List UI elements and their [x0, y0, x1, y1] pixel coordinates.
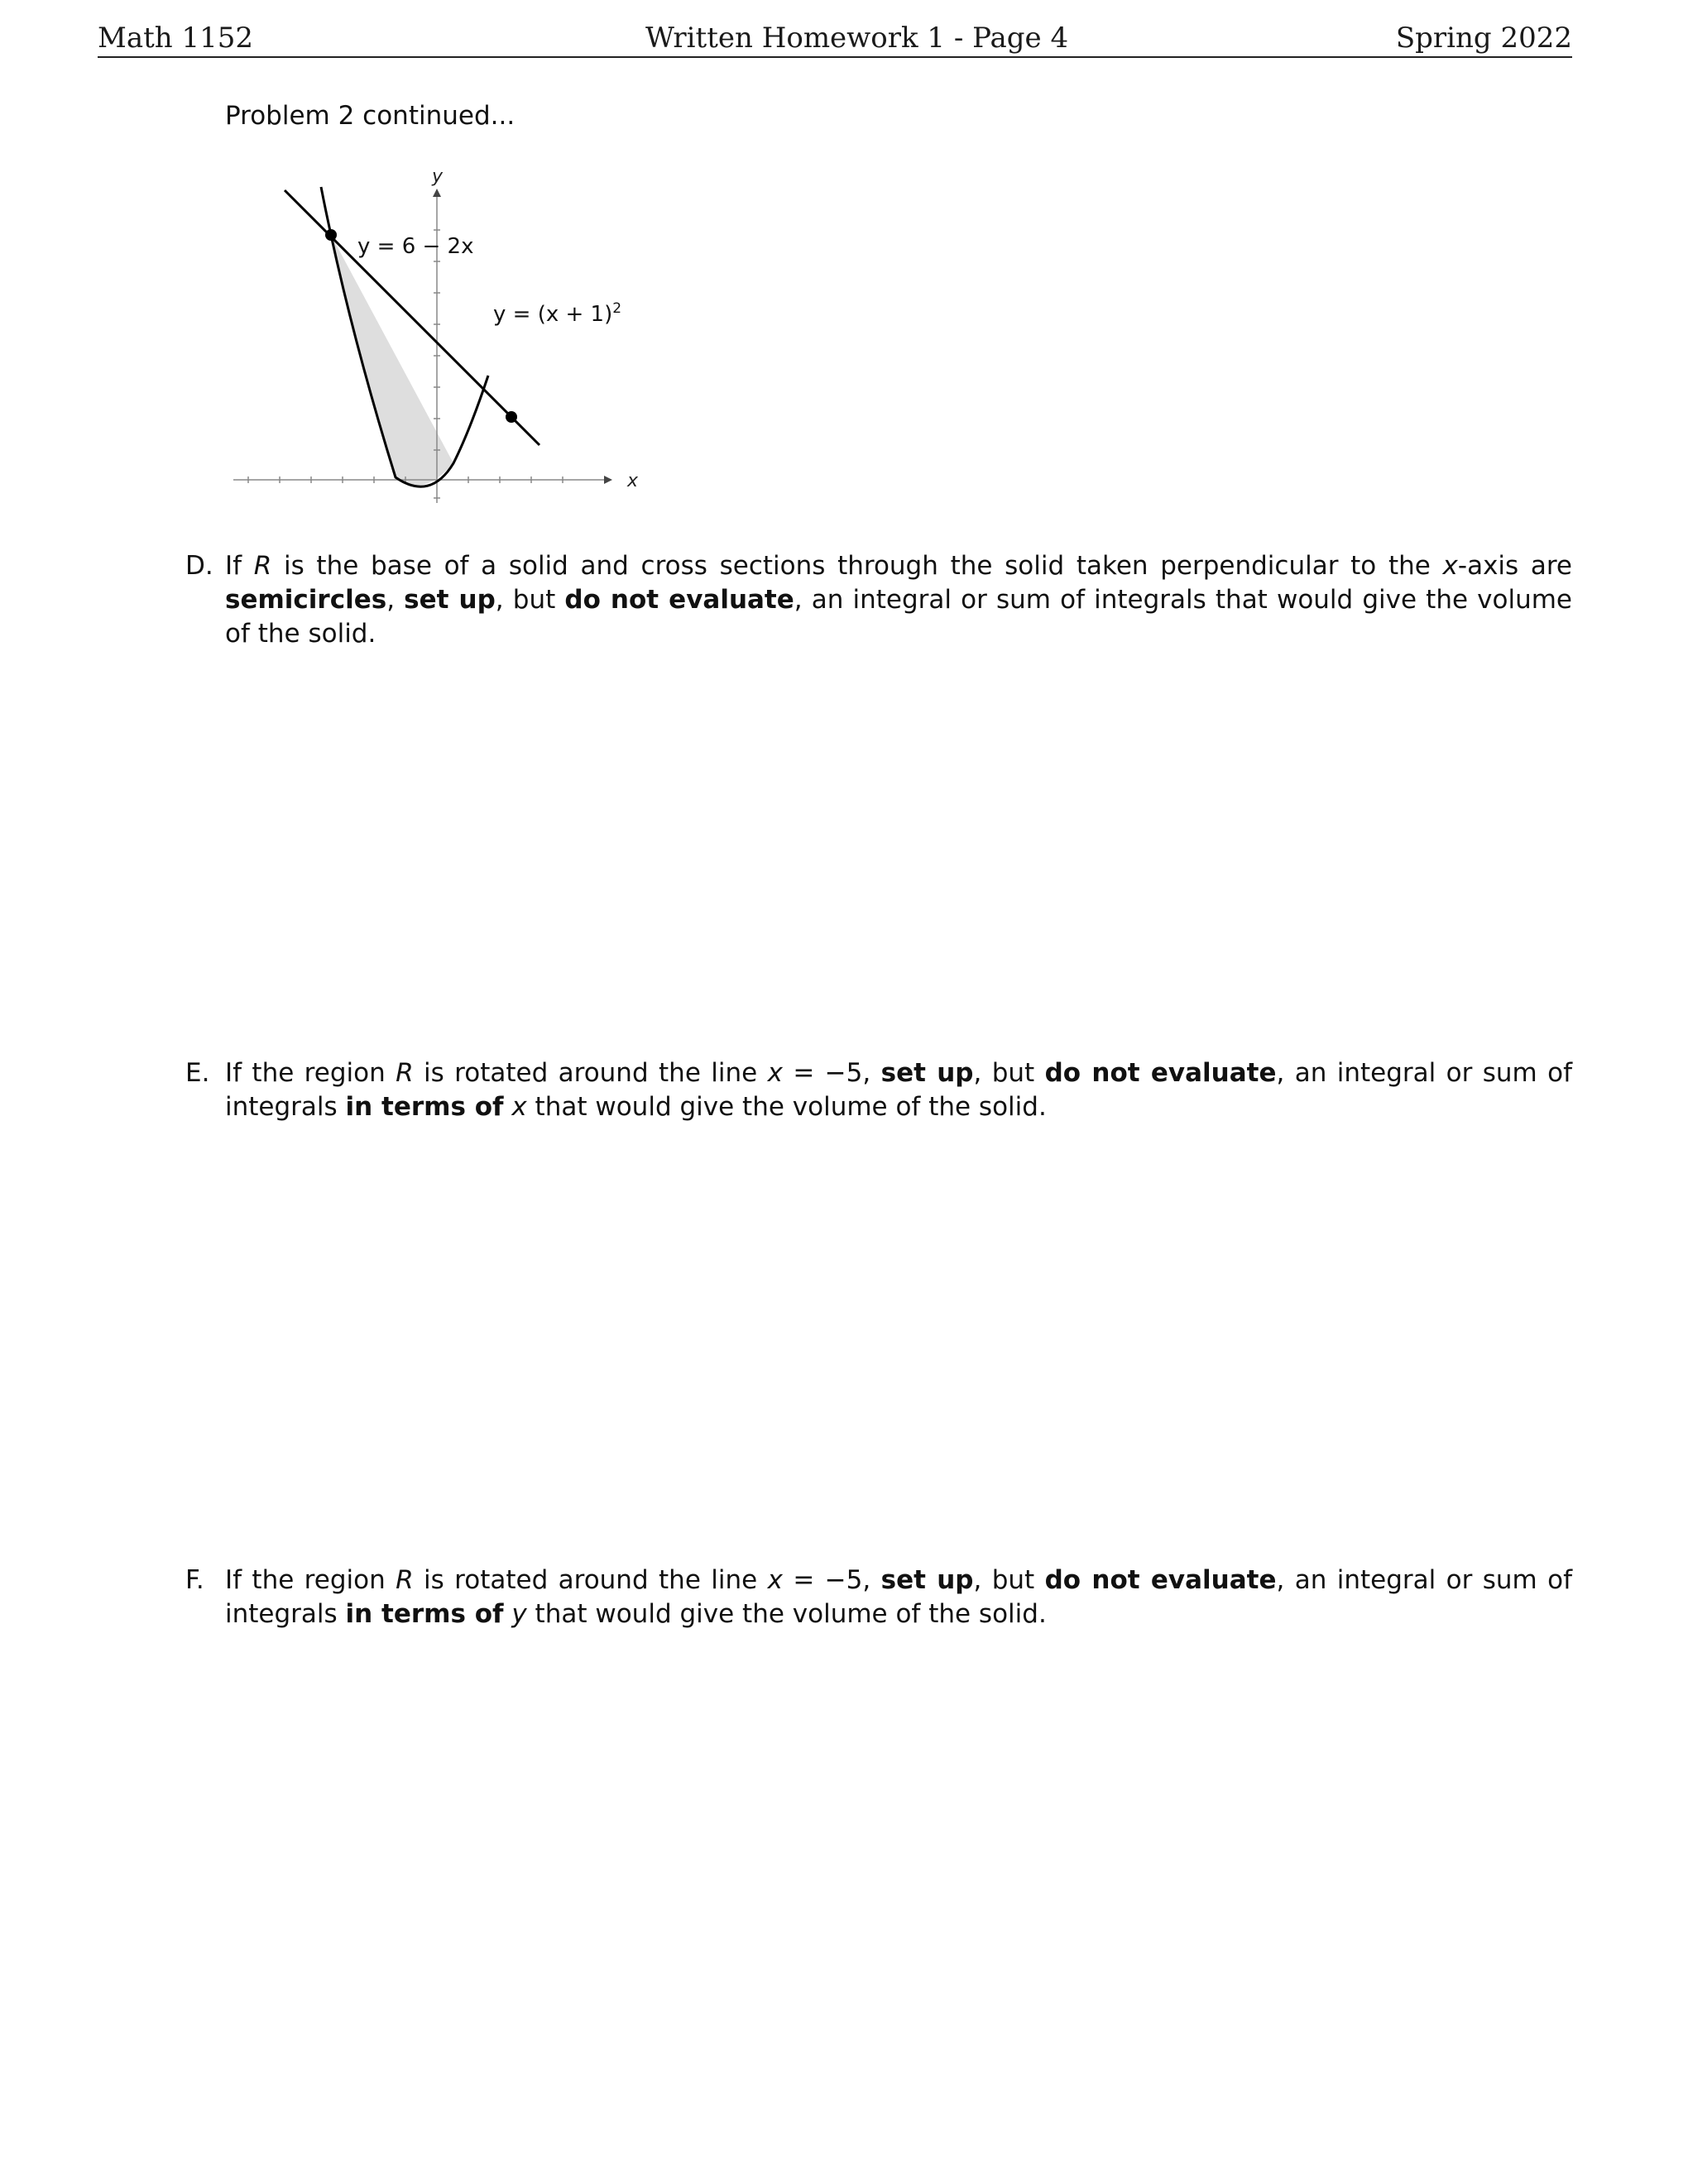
- x-axis-arrow: [604, 476, 612, 484]
- problem-d-text: [225, 549, 1572, 651]
- text-run: If the region: [225, 1565, 396, 1595]
- text-run: is rotated around the line: [413, 1565, 768, 1595]
- math-var: x: [511, 1092, 527, 1122]
- text-run: [503, 1599, 511, 1629]
- bold-run: do not evaluate: [1044, 1565, 1277, 1595]
- x-axis-label: x: [627, 471, 639, 491]
- bold-run: in terms of: [345, 1092, 504, 1122]
- curve-equation-base: y = (x + 1): [493, 302, 613, 327]
- text-run: If the region: [225, 1058, 396, 1088]
- curve-equation-label: [493, 300, 621, 327]
- math-var: R: [396, 1058, 414, 1088]
- text-run: is the base of a solid and cross sections through the solid taken perpendicular to the: [271, 551, 1443, 581]
- math-var: R: [396, 1565, 414, 1595]
- text-run: , but: [495, 585, 565, 615]
- text-run: that would give the volume of the solid.: [526, 1092, 1047, 1122]
- text-run: that would give the volume of the solid.: [526, 1599, 1047, 1629]
- text-run: , an integral or sum of integrals that would give the volume of the solid.: [225, 585, 1572, 649]
- text-run: , an integral or sum of integrals: [225, 1058, 1573, 1122]
- text-run: = −5,: [782, 1058, 881, 1088]
- intersection-point-right: [506, 411, 517, 423]
- problem-continued-label: Problem 2 continued...: [225, 101, 516, 131]
- text-run: , but: [973, 1058, 1045, 1088]
- problem-f: [185, 1564, 1572, 1631]
- text-run: = −5,: [782, 1565, 881, 1595]
- bold-run: semicircles: [225, 585, 387, 615]
- problem-e: [185, 1056, 1572, 1124]
- text-run: , but: [973, 1565, 1045, 1595]
- math-var: R: [253, 551, 272, 581]
- bold-run: set up: [880, 1565, 974, 1595]
- problem-d-label: D.: [185, 551, 213, 581]
- y-axis-arrow: [433, 189, 441, 197]
- text-run: , an integral or sum of integrals: [225, 1565, 1573, 1629]
- math-var: y: [511, 1599, 527, 1629]
- line-equation-label: y = 6 − 2x: [357, 234, 474, 259]
- header-term: Spring 2022: [1395, 22, 1572, 55]
- text-run: ,: [386, 585, 405, 615]
- bold-run: set up: [404, 585, 496, 615]
- shaded-region-r: [331, 235, 453, 486]
- bold-run: in terms of: [345, 1599, 504, 1629]
- text-run: -axis are: [1457, 551, 1573, 581]
- problem-f-label: F.: [185, 1565, 204, 1595]
- y-axis-label: y: [432, 166, 444, 187]
- text-run: [503, 1092, 511, 1122]
- bold-run: do not evaluate: [564, 585, 794, 615]
- problem-e-text: [225, 1056, 1572, 1124]
- curve-equation-exponent: 2: [612, 300, 622, 317]
- header-course: Math 1152: [98, 22, 253, 55]
- intersection-point-left: [325, 229, 337, 241]
- region-graph: [223, 157, 687, 521]
- text-run: is rotated around the line: [413, 1058, 768, 1088]
- header-rule: [98, 56, 1572, 58]
- text-run: If: [225, 551, 254, 581]
- math-var: x: [767, 1058, 783, 1088]
- problem-f-text: [225, 1564, 1572, 1631]
- math-var: x: [1442, 551, 1458, 581]
- problem-d: [185, 549, 1572, 651]
- header-title: Written Homework 1 - Page 4: [645, 22, 1069, 55]
- problem-e-label: E.: [185, 1058, 210, 1088]
- bold-run: set up: [880, 1058, 974, 1088]
- bold-run: do not evaluate: [1044, 1058, 1277, 1088]
- math-var: x: [767, 1565, 783, 1595]
